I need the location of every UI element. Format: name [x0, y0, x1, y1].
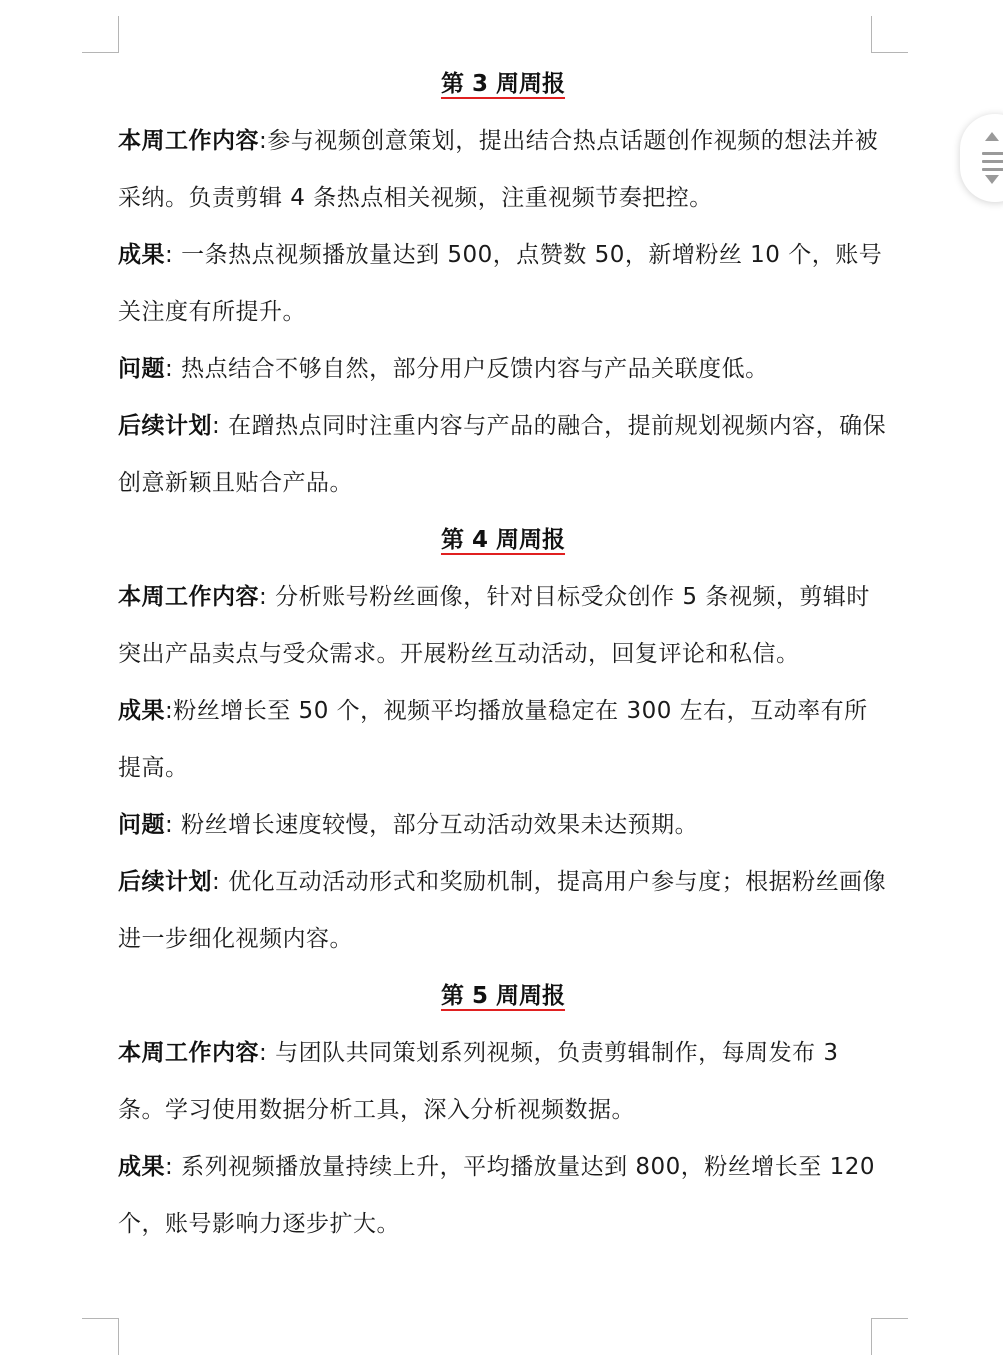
work-content-paragraph: 本周工作内容: 分析账号粉丝画像，针对目标受众创作 5 条视频，剪辑时突出产品卖点与受众需求。开展粉丝互动活动，回复评论和私信。 [118, 584, 870, 667]
next-plan-paragraph: 后续计划: 在蹭热点同时注重内容与产品的融合，提前规划视频内容，确保创意新颖且贴合产品。 [118, 413, 887, 496]
drag-handle-icon [982, 160, 1003, 163]
problems-paragraph: 问题: 粉丝增长速度较慢，部分互动活动效果未达预期。 [118, 812, 699, 838]
section-title: 第 4 周周报 [440, 527, 566, 553]
scroll-down-icon [985, 175, 999, 184]
page-corner-mark [871, 16, 908, 53]
drag-handle-icon [982, 168, 1003, 171]
results-paragraph: 成果: 系列视频播放量持续上升，平均播放量达到 800，粉丝增长至 120 个，账号影响力逐步扩大。 [118, 1154, 875, 1237]
scroll-handle[interactable] [960, 114, 1003, 202]
section-title: 第 3 周周报 [440, 71, 566, 97]
page-corner-mark [82, 16, 119, 53]
results-paragraph: 成果: 一条热点视频播放量达到 500，点赞数 50，新增粉丝 10 个，账号关注度有所提升。 [118, 242, 883, 325]
problems-paragraph: 问题: 热点结合不够自然，部分用户反馈内容与产品关联度低。 [118, 356, 769, 382]
document-body [118, 56, 888, 1253]
results-paragraph: 成果:粉丝增长至 50 个，视频平均播放量稳定在 300 左右，互动率有所提高。 [118, 698, 868, 781]
section-title: 第 5 周周报 [440, 983, 566, 1009]
scroll-up-icon [985, 132, 999, 141]
next-plan-paragraph: 后续计划: 优化互动活动形式和奖励机制，提高用户参与度；根据粉丝画像进一步细化视频内容。 [118, 869, 887, 952]
work-content-paragraph: 本周工作内容:参与视频创意策划，提出结合热点话题创作视频的想法并被采纳。负责剪辑 4 条热点相关视频，注重视频节奏把控。 [118, 128, 879, 211]
drag-handle-icon [982, 152, 1003, 155]
work-content-paragraph: 本周工作内容: 与团队共同策划系列视频，负责剪辑制作，每周发布 3 条。学习使用数据分析工具，深入分析视频数据。 [118, 1040, 839, 1123]
